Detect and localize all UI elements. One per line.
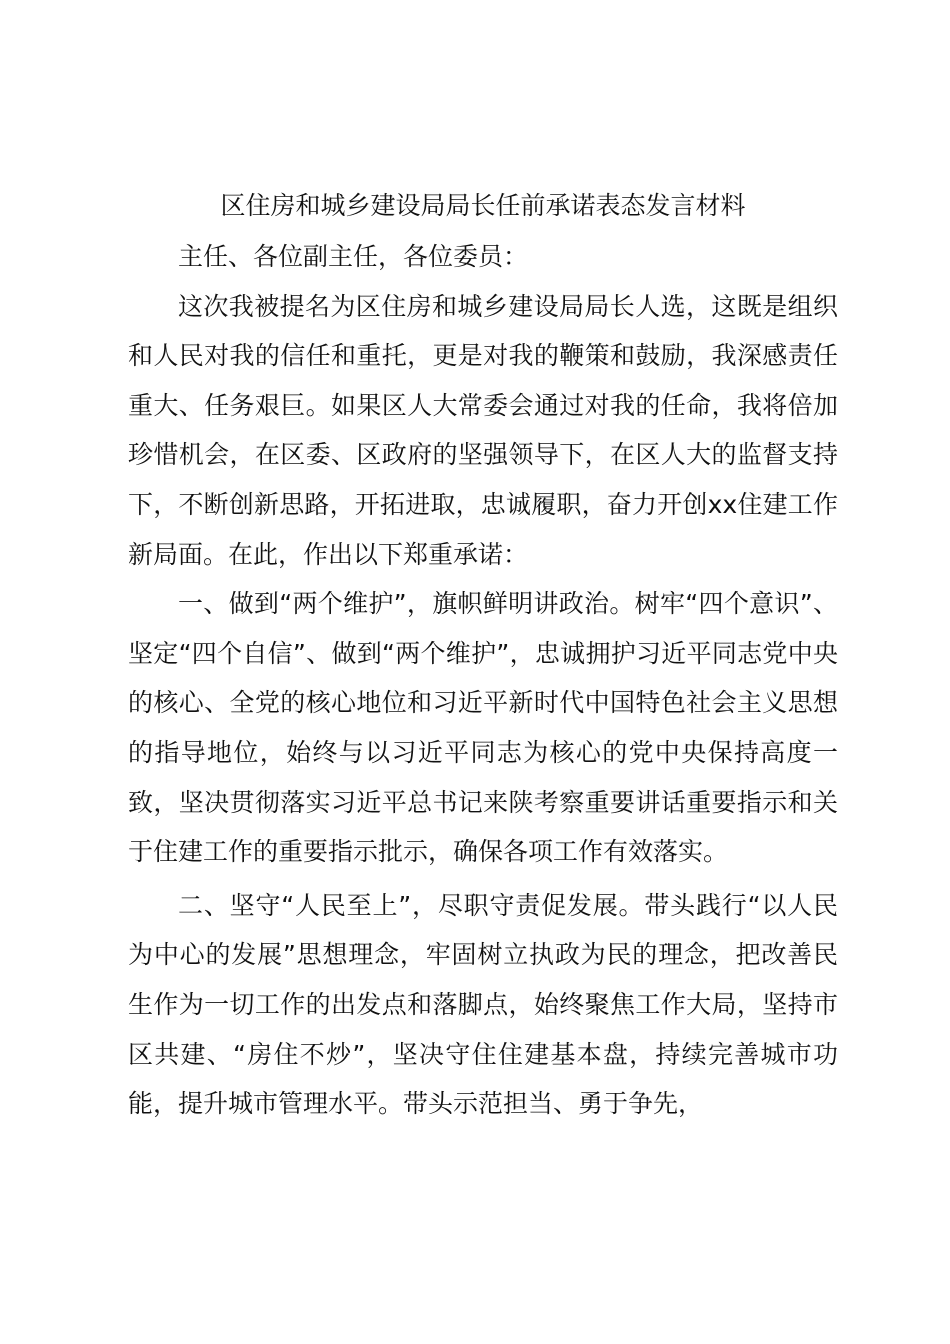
paragraph-intro: 这次我被提名为区住房和城乡建设局局长人选，这既是组织和人民对我的信任和重托，更是对我的鞭策和鼓励，我深感责任重大、任务艰巨。如果区人大常委会通过对我的任命，我将倍加珍惜机会，在区委、区政府的坚强领导下，在区人大的监督支持下，不断创新思路，开拓进取，忠诚履职，奋力开创xx住建工作新局面。在此，作出以下郑重承诺： (128, 291, 838, 569)
document-title: 区住房和城乡建设局局长任前承诺表态发言材料 (220, 191, 746, 220)
paragraph-point-two: 二、坚守“人民至上”，尽职守责促发展。带头践行“以人民为中心的发展”思想理念，牢固树立执政为民的理念，把改善民生作为一切工作的出发点和落脚点，始终聚焦工作大局，坚持市区共建、“房住不炒”，坚决守住住建基本盘，持续完善城市功能，提升城市管理水平。带头示范担当、勇于争先， (128, 890, 838, 1119)
salutation: 主任、各位副主任，各位委员： (178, 242, 529, 271)
paragraph-point-one: 一、做到“两个维护”，旗帜鲜明讲政治。树牢“四个意识”、坚定“四个自信”、做到“两个维护”，忠诚拥护习近平同志党中央的核心、全党的核心地位和习近平新时代中国特色社会主义思想的指导地位，始终与以习近平同志为核心的党中央保持高度一致，坚决贯彻落实习近平总书记来陕考察重要讲话重要指示和关于住建工作的重要指示批示，确保各项工作有效落实。 (128, 589, 838, 867)
document-body (128, 180, 838, 1129)
